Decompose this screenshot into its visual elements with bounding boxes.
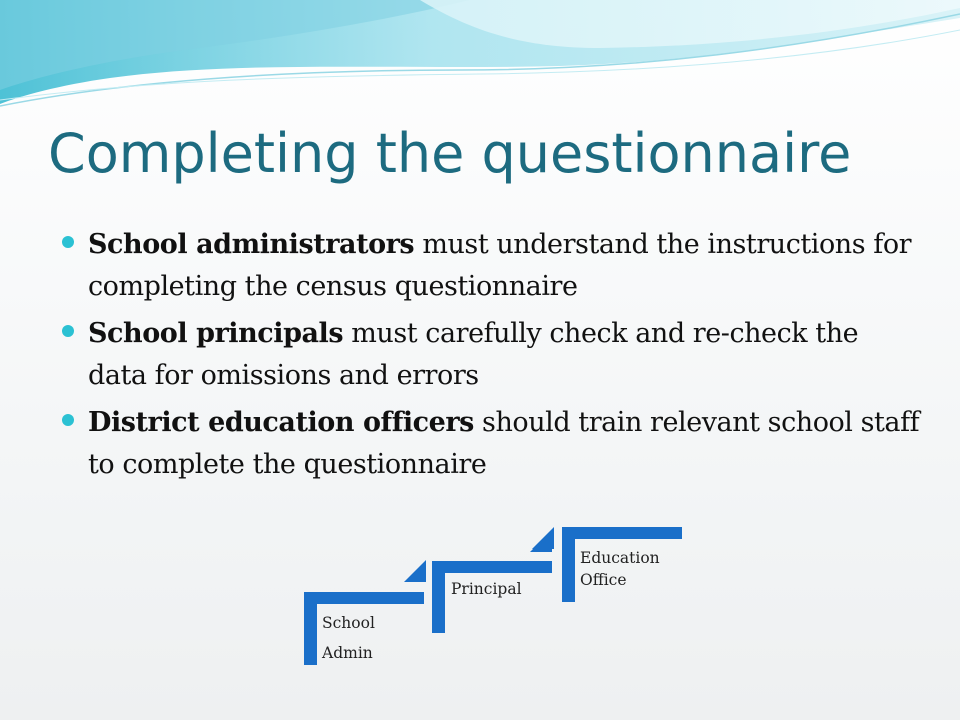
step-label: Principal: [451, 580, 522, 598]
bullet-item-administrators: [62, 224, 922, 308]
step-top-bar: [432, 561, 552, 573]
slide-title: Completing the questionnaire: [48, 122, 852, 185]
step-top-bar: [304, 592, 424, 604]
bullet-text: should train relevant school staff to complete the questionnaire: [88, 407, 920, 480]
bullet-dot-icon: [62, 325, 74, 337]
bullet-bold-text: District education officers: [88, 407, 474, 438]
bullet-item-principals: [62, 313, 922, 397]
step-side-bar: [304, 592, 317, 665]
bullet-text: must understand the instructions for completing the census questionnaire: [88, 229, 912, 302]
step-side-bar: [562, 527, 575, 602]
bullet-dot-icon: [62, 414, 74, 426]
step-side-bar: [432, 561, 445, 633]
step-education-office: [562, 527, 692, 607]
bullet-list: [62, 224, 922, 491]
header-wave-decoration: [0, 0, 960, 130]
bullet-dot-icon: [62, 236, 74, 248]
step-label: School Admin: [322, 614, 375, 662]
bullet-bold-text: School administrators: [88, 229, 415, 260]
step-corner-triangle-icon: [532, 527, 554, 549]
step-top-bar: [562, 527, 682, 539]
step-corner-triangle-icon: [404, 560, 426, 582]
step-label: Education Office: [580, 549, 660, 589]
bullet-bold-text: School principals: [88, 318, 344, 349]
step-school-admin: [304, 560, 434, 670]
bullet-item-district-officers: [62, 402, 922, 486]
bullet-text: must carefully check and re-check the data for omissions and errors: [88, 318, 859, 391]
